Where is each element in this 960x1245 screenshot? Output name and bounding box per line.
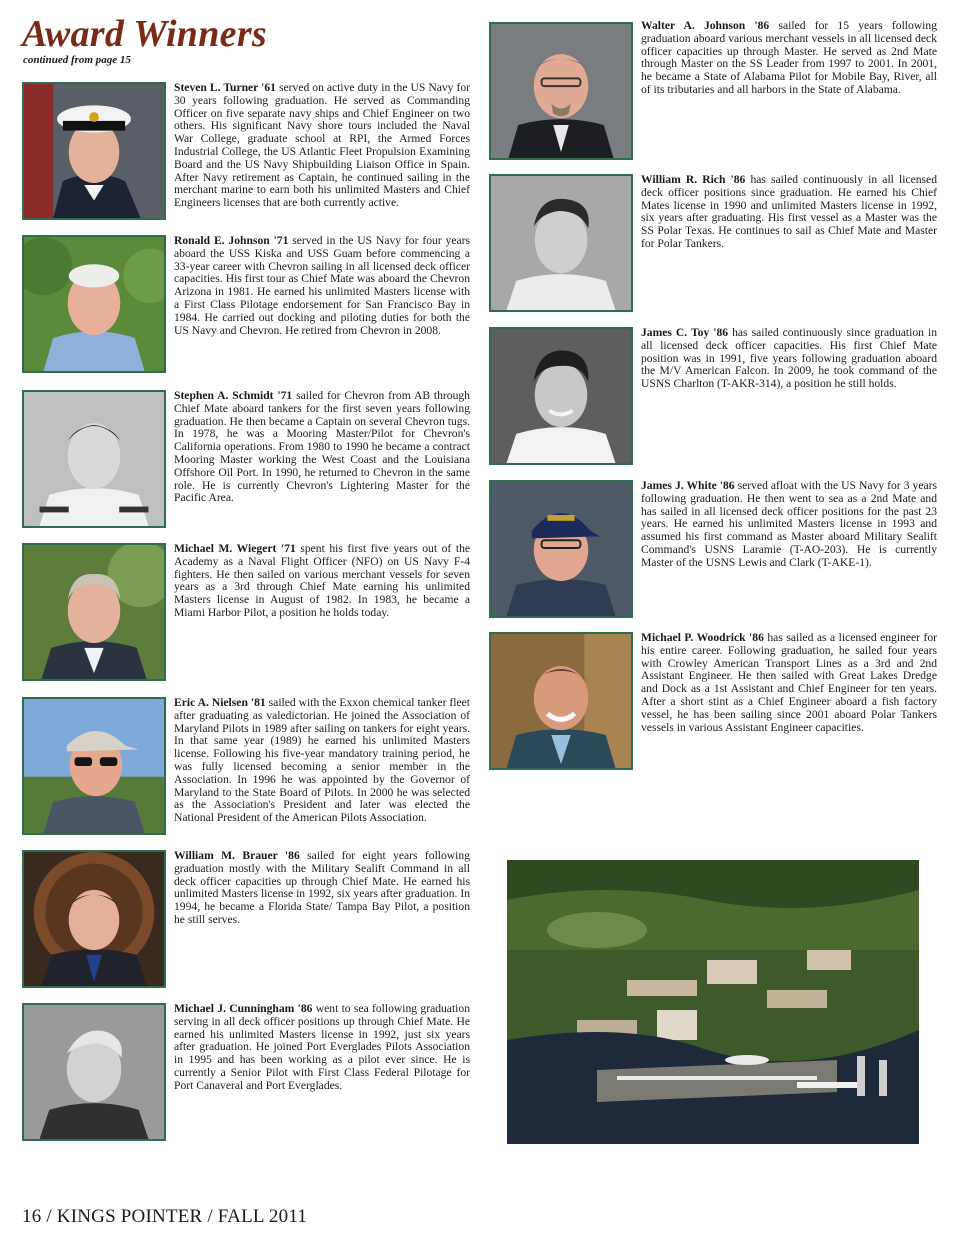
portrait-bw-young-icon xyxy=(24,1005,164,1139)
bio-text: sailed for Chevron from AB through Chief Mate aboard tankers for the first seven years following graduation. He then became a Captain on several Chevron tugs. In 1978, he was a Mooring Master/Pilot for Chevron's California operations. From 1980 to 1990 he became a contract Mooring Master working the West Coast and the Louisiana Offshore Oil Port. In 1990, he returned to Chevron in the same role. He is currently Chevron's Lightering Master for the Pacific Area. xyxy=(174,389,470,505)
bio-name: Michael P. Woodrick '86 xyxy=(641,631,764,644)
portrait-suit-green-background-icon xyxy=(24,545,164,679)
bio-name: Steven L. Turner '61 xyxy=(174,81,276,94)
bio-schmidt xyxy=(174,390,470,505)
portrait-seal-background-icon xyxy=(24,852,164,986)
portrait-photo xyxy=(489,327,633,465)
bio-name: William R. Rich '86 xyxy=(641,173,746,186)
portrait-navy-officer-cap-icon xyxy=(24,84,164,218)
bio-toy xyxy=(641,327,937,391)
bio-text: spent his first five years out of the Academy as a Naval Flight Officer (NFO) on US Navy F-4 fighters. He then sailed on various merchant vessels for seven years as a 3rd through Chief Mate earning his unlimited Masters license in August of 1982. In 1983, he became a Miami Harbor Pilot, a position he holds today. xyxy=(174,542,471,619)
aerial-campus-waterfront-icon xyxy=(507,860,919,1144)
bio-name: Stephen A. Schmidt '71 xyxy=(174,389,293,402)
bio-cunningham xyxy=(174,1003,470,1093)
bio-name: Michael M. Wiegert '71 xyxy=(174,542,296,555)
bio-nielsen xyxy=(174,697,470,825)
portrait-photo xyxy=(22,1003,166,1141)
portrait-outdoor-blue-shirt-icon xyxy=(24,237,164,371)
bio-name: Michael J. Cunningham '86 xyxy=(174,1002,313,1015)
campus-aerial-photo xyxy=(507,860,919,1144)
bio-name: Ronald E. Johnson '71 xyxy=(174,234,289,247)
portrait-photo xyxy=(22,235,166,373)
bio-text: has sailed as a licensed engineer for his entire career. Following graduation, he sailed four years with Crowley American Transport Lines as a 3rd and 2nd Assistant Engineer. He then sailed with Great Lakes Dredge and Dock as a 1st Assistant and Chief Engineer for ten years. After a short stint as a Chief Engineer aboard a fish factory vessel, he has been sailing since 2001 aboard Polar Tankers vessels in various Assistant Engineer capacities. xyxy=(641,631,938,734)
portrait-photo xyxy=(489,174,633,312)
bio-text: has sailed continuously since graduation in all licensed deck officer capacities. His first Chief Mate position was in 1991, five years following graduation aboard the M/V American Falcon. In 2009, he took command of the USNS Charlton (T-AKR-314), a position he still holds. xyxy=(641,326,937,391)
portrait-photo xyxy=(22,697,166,835)
portrait-bw-smiling-icon xyxy=(491,329,631,463)
portrait-photo xyxy=(22,850,166,988)
bio-text: sailed with the Exxon chemical tanker fleet after graduating as valedictorian. He joined the Association of Maryland Pilots in 1989 after sailing on tankers for eight years. In that same year (1989) he earned his unlimited Masters license. Following his five-year mandatory training period, he was fully licensed becoming a senior member in the Association. In 1996 he was appointed by the Governor of Maryland to the State Board of Pilots. In 2000 he was selected as the Association's President and later was elected the National President of the American Pilots Association. xyxy=(174,696,470,825)
portrait-bw-dark-hair-icon xyxy=(491,176,631,310)
bio-name: James J. White '86 xyxy=(641,479,735,492)
bio-rich xyxy=(641,174,937,251)
bio-text: sailed for eight years following graduation mostly with the Military Sealift Command in all deck officer capacities up through Chief Mate. He earned his unlimited Masters license in 1992, six years after graduation. In 1994, he became a Florida State/ Tampa Bay Pilot, a position he still serves. xyxy=(174,849,470,926)
bio-name: Walter A. Johnson '86 xyxy=(641,19,770,32)
portrait-photo xyxy=(489,22,633,160)
portrait-goatee-suit-icon xyxy=(491,24,631,158)
bio-white xyxy=(641,480,937,570)
bio-name: Eric A. Nielsen '81 xyxy=(174,696,266,709)
portrait-photo xyxy=(22,82,166,220)
bio-turner xyxy=(174,82,470,210)
bio-walter-johnson xyxy=(641,20,937,97)
page-footer: 16 / KINGS POINTER / FALL 2011 xyxy=(22,1206,308,1227)
portrait-photo xyxy=(22,390,166,528)
continued-note: continued from page 15 xyxy=(23,54,131,66)
bio-text: went to sea following graduation serving in all deck officer positions up through Chief Mate. He earned his unlimited Masters license in 1992, just six years after graduation. He joined Port Everglades Pilots Association in 1995 and has been working as a pilot ever since. He is currently a Senior Pilot with First Class Federal Pilotage for Port Canaveral and Port Everglades. xyxy=(174,1002,470,1092)
portrait-bw-uniform-icon xyxy=(24,392,164,526)
bio-text: sailed for 15 years following graduation aboard various merchant vessels in all licensed deck officer capacities up through Master. He served as 2nd Mate through Master on the SS Leader from 1997 to 2001. In 2001, he became a State of Alabama Pilot for Mobile Bay, River, all of its tributaries and all harbors in the State of Alabama. xyxy=(641,19,937,96)
bio-text: has sailed continuously in all licensed deck officer positions since graduation. He earned his Chief Mates license in 1990 and unlimited Masters license in 1992, six years after graduating. His first vessel as a Master was the SS Polar Texas. He continues to sail as Chief Mate and Master for Polar Tankers. xyxy=(641,173,937,250)
portrait-photo xyxy=(22,543,166,681)
bio-name: William M. Brauer '86 xyxy=(174,849,300,862)
portrait-smiling-tie-icon xyxy=(491,634,631,768)
bio-text: served in the US Navy for four years aboard the USS Kiska and USS Guam before commencing a 33-year career with Chevron sailing in all licensed deck officer capacities. His first tour as Chief Mate was aboard the Chevron Arizona in 1981. He earned his unlimited Masters license with a First Class Pilotage endorsement for San Francisco Bay in 1984. He carried out docking and piloting duties for both the US Navy and Chevron. He retired from Chevron in 2008. xyxy=(174,234,470,337)
bio-woodrick xyxy=(641,632,937,734)
bio-text: served on active duty in the US Navy for 30 years following graduation. He served as Commanding Officer on five separate navy ships and Chief Engineer on two others. His significant Navy shore tours included the Naval War College, graduate school at RPI, the Armed Forces Industrial College, the US Atlantic Fleet Propulsion Examining Board and the US Navy Shipbuilding Liaison Office in Spain. After Navy retirement as Captain, he continued sailing in the merchant marine to earn both his unlimited Masters and Chief Engineers licenses that are both currently active. xyxy=(174,81,470,210)
bio-text: served afloat with the US Navy for 3 years following graduation. He then went to sea as a 2nd Mate and has sailed in all licensed deck officer positions for the past 23 years. He earned his unlimited Masters license in 1993 and assumed his first command as Master aboard Military Sealift Command's USNS Laramie (T-AO-203). He is currently Master of the USNS Lewis and Clark (T-AKE-1). xyxy=(641,479,937,569)
bio-brauer xyxy=(174,850,470,927)
bio-name: James C. Toy '86 xyxy=(641,326,729,339)
portrait-photo xyxy=(489,480,633,618)
portrait-cap-sunglasses-icon xyxy=(24,699,164,833)
bio-ronald-johnson xyxy=(174,235,470,337)
portrait-photo xyxy=(489,632,633,770)
portrait-navy-ball-cap-icon xyxy=(491,482,631,616)
page-title: Award Winners xyxy=(22,13,268,55)
bio-wiegert xyxy=(174,543,470,620)
